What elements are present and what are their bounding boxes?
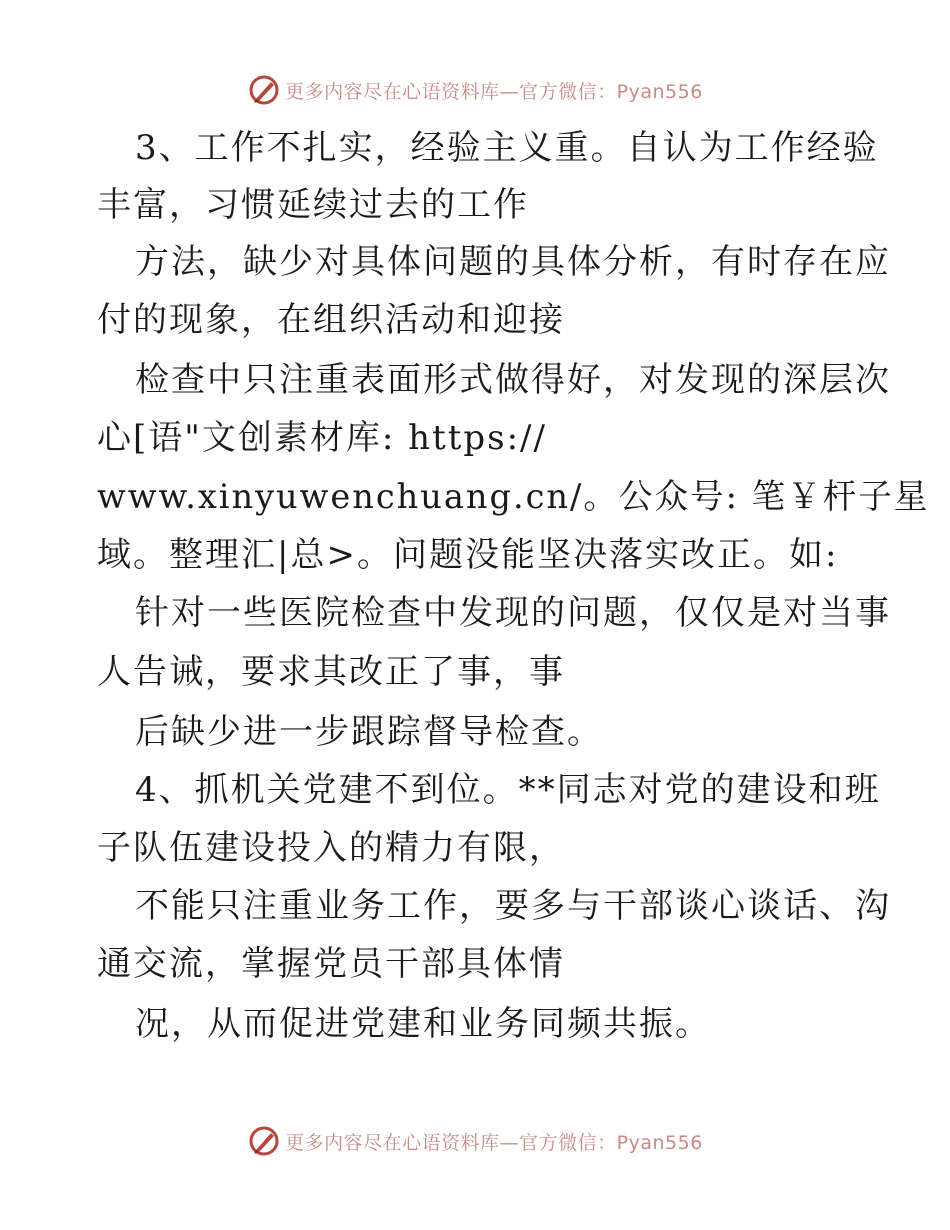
paragraph-line: 3、工作不扎实，经验主义重。自认为工作经验 xyxy=(135,128,879,168)
paragraph-line: 付的现象，在组织活动和迎接 xyxy=(97,300,565,340)
paragraph-line: 后缺少进一步跟踪督导检查。 xyxy=(135,712,603,752)
paragraph-line: 域。整理汇|总>。问题没能坚决落实改正。如: xyxy=(97,535,839,575)
paragraph-line: 心[语"文创素材库: https:// xyxy=(97,418,547,458)
footer-watermark xyxy=(0,1121,950,1161)
pen-circle-logo-icon xyxy=(247,1124,281,1158)
paragraph-line: 检查中只注重表面形式做得好，对发现的深层次 xyxy=(135,360,891,400)
watermark-text: 更多内容尽在心语资料库—官方微信：Pyan556 xyxy=(285,80,703,103)
paragraph-line: 不能只注重业务工作，要多与干部谈心谈话、沟 xyxy=(135,886,891,926)
paragraph-line: 4、抓机关党建不到位。**同志对党的建设和班 xyxy=(135,770,881,810)
paragraph-line: 针对一些医院检查中发现的问题，仅仅是对当事 xyxy=(135,593,891,633)
paragraph-line: 丰富，习惯延续过去的工作 xyxy=(97,185,529,225)
paragraph-line: 子队伍建设投入的精力有限， xyxy=(97,828,565,868)
paragraph-line: 人告诫，要求其改正了事，事 xyxy=(97,652,565,692)
paragraph-line: 方法，缺少对具体问题的具体分析，有时存在应 xyxy=(135,242,891,282)
watermark-text: 更多内容尽在心语资料库—官方微信：Pyan556 xyxy=(285,1131,703,1154)
paragraph-line: 况，从而促进党建和业务同频共振。 xyxy=(135,1004,711,1044)
paragraph-line: www.xinyuwenchuang.cn/。公众号: 笔￥杆子星 xyxy=(97,477,930,517)
paragraph-line: 通交流，掌握党员干部具体情 xyxy=(97,944,565,984)
